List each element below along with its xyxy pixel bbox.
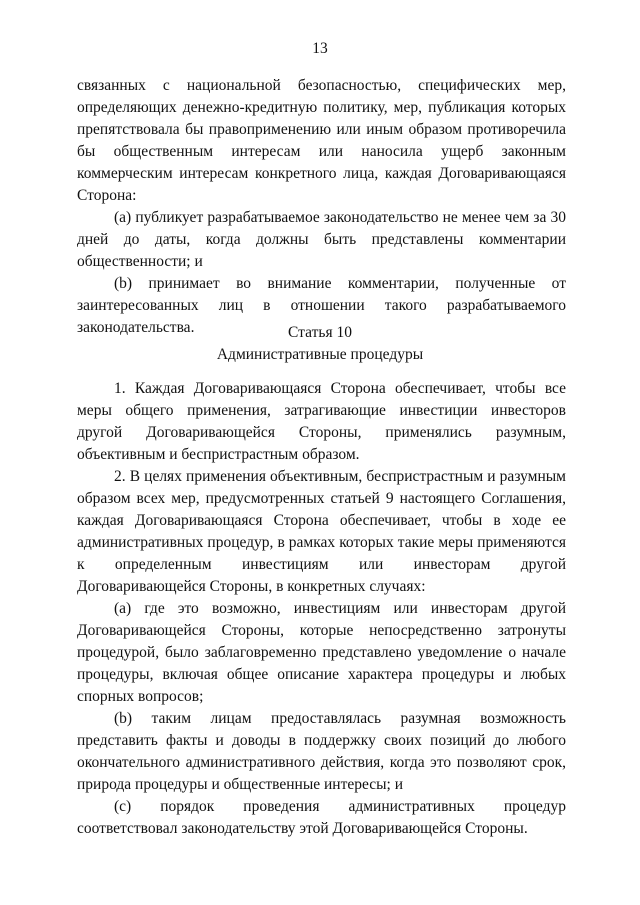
article-number: Статья 10 (288, 324, 352, 341)
continued-text-block (77, 75, 566, 339)
paragraph-subclause-a: (a) где это возможно, инвестициям или инвесторам другой Договаривающейся Стороны, которые непосредственно затронуты процедурой, было заблаговременно представлено уведомление о начале процедуры, включая общее описание характера процедуры и любых спорных вопросов; (77, 600, 566, 705)
article-heading (0, 322, 640, 366)
article-title: Административные процедуры (216, 346, 424, 363)
paragraph-item-a: (a) публикует разрабатываемое законодательство не менее чем за 30 дней до даты, когда должны быть представлены комментарии общественности; и (77, 209, 566, 270)
paragraph-subclause-b: (b) таким лицам предоставлялась разумная возможность представить факты и доводы в поддержку своих позиций до любого окончательного административного действия, когда это позволяют срок, природа процедуры и общественные интересы; и (77, 710, 566, 793)
paragraph-item-b: (b) принимает во внимание комментарии, полученные от заинтересованных лиц в отношении такого разрабатываемого законодательства. (77, 275, 566, 336)
page-number: 13 (312, 40, 328, 57)
article-body (77, 378, 566, 840)
paragraph-subclause-c: (c) порядок проведения административных процедур соответствовал законодательству этой Договаривающейся Стороны. (77, 798, 566, 837)
paragraph-continuation: связанных с национальной безопасностью, специфических мер, определяющих денежно-кредитную политику, мер, публикация которых препятствовала бы правоприменению или иным образом противоречила бы общественным интересам или наносила ущерб законным коммерческим интересам конкретного лица, каждая Договаривающаяся Сторона: (77, 77, 566, 204)
paragraph-clause-1: 1. Каждая Договаривающаяся Сторона обеспечивает, чтобы все меры общего применения, затрагивающие инвестиции инвесторов другой Договаривающейся Стороны, применялись разумным, объективным и беспристрастным образом. (77, 380, 566, 463)
paragraph-clause-2: 2. В целях применения объективным, беспристрастным и разумным образом всех мер, предусмотренных статьей 9 настоящего Соглашения, каждая Договаривающаяся Сторона обеспечивает, чтобы в ходе ее административных процедур, в рамках которых такие меры применяются к определенным инвестициям или инвесторам другой Договаривающейся Стороны, в конкретных случаях: (77, 468, 566, 595)
